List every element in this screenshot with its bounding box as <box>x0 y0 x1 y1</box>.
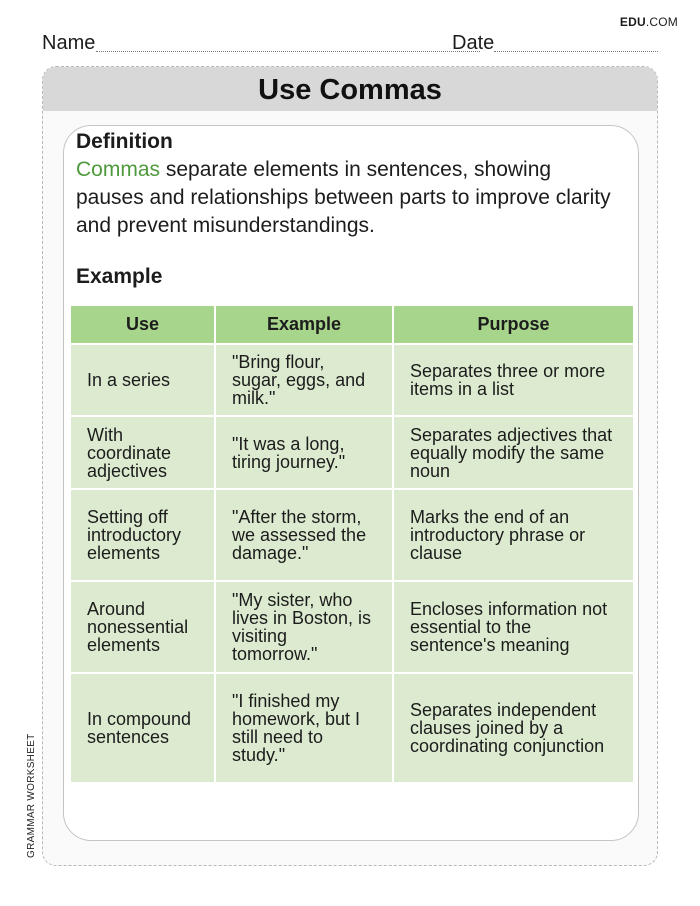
cell-purpose: Separates adjectives that equally modify the same noun <box>393 416 634 489</box>
cell-example: "It was a long, tiring journey." <box>215 416 393 489</box>
brand-logo <box>620 15 678 29</box>
side-label: GRAMMAR WORKSHEET <box>26 733 37 858</box>
example-heading: Example <box>76 265 163 288</box>
definition-heading: Definition <box>76 130 173 153</box>
definition-term: Commas <box>76 158 161 181</box>
name-date-row <box>42 30 658 56</box>
table-row <box>70 489 634 581</box>
cell-use: With coordinate adjectives <box>70 416 215 489</box>
cell-purpose: Encloses information not essential to the sentence's meaning <box>393 581 634 673</box>
cell-example: "I finished my homework, but I still need to study." <box>215 673 393 783</box>
page-title: Use Commas <box>258 74 442 106</box>
cell-example: "Bring flour, sugar, eggs, and milk." <box>215 344 393 416</box>
cell-example: "After the storm, we assessed the damage." <box>215 489 393 581</box>
table-row <box>70 673 634 783</box>
cell-use: Setting off introductory elements <box>70 489 215 581</box>
table-row <box>70 581 634 673</box>
brand-logo-suffix: .COM <box>645 15 678 29</box>
date-label: Date <box>452 32 495 54</box>
content-panel <box>63 125 639 841</box>
column-header-example: Example <box>215 305 393 344</box>
example-table <box>69 304 635 784</box>
worksheet-card <box>42 66 658 866</box>
brand-logo-main: EDU <box>619 15 646 29</box>
cell-use: In a series <box>70 344 215 416</box>
table-row <box>70 416 634 489</box>
cell-use: Around nonessential elements <box>70 581 215 673</box>
cell-use: In compound sentences <box>70 673 215 783</box>
title-bar <box>43 67 657 111</box>
column-header-use: Use <box>70 305 215 344</box>
definition-text <box>76 156 616 240</box>
cell-example: "My sister, who lives in Boston, is visiting tomorrow." <box>215 581 393 673</box>
definition-body: separate elements in sentences, showing pauses and relationships between parts to improve clarity and prevent misunderstandings. <box>76 158 611 237</box>
table-header-row <box>70 305 634 344</box>
cell-purpose: Separates independent clauses joined by a coordinating conjunction <box>393 673 634 783</box>
name-label: Name <box>42 32 96 54</box>
date-field-line[interactable] <box>494 51 658 52</box>
table-row <box>70 344 634 416</box>
column-header-purpose: Purpose <box>393 305 634 344</box>
name-field-line[interactable] <box>96 51 480 52</box>
cell-purpose: Separates three or more items in a list <box>393 344 634 416</box>
cell-purpose: Marks the end of an introductory phrase or clause <box>393 489 634 581</box>
